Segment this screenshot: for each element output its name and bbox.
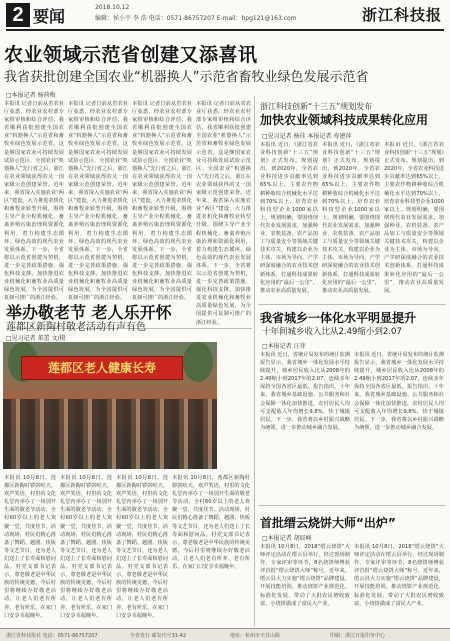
story5-body-col2: 本报讯 10月8日，2018“缙云烧饼”大师评定活动在缙云县举行，经过现场制作、专家评审等环节，8名烧饼师傅获评首批“缙云烧饼大师”称号。近年来，缙云县大力实施“缙云烧饼”品牌建设，开展技能培训，推动烧饼产业规范化、标准化发展，带动了大批农民增收致富，小烧饼做成了富民大产业。: [354, 544, 444, 607]
lead-headline: 农业领域示范省创建又添喜讯: [4, 44, 258, 66]
story4-body-col2: 本报讯 近日，省统计局发布的统计监测报告显示，我省城乡一体化发展水平持续提升，城乡居民收入比从2008年的2.49缩小到2017年的2.07，连续多年保持全国各省区最低。报告指出，十年来，我省城乡基础设施、公共服务和社会保障一体化加快推进，农村居民人均可支配收入年均增长9.8%，快于城镇居民。下一步，我省将以乡村振兴战略为统领，进一步推动城乡融合发展。: [354, 352, 444, 431]
lead-body-col4: 本报讯 记者日前从省农业厅获悉，经农业农村部专家组审核和综合评估，我省顺利获批创建全国农业“机器换人”示范省和畜牧业绿色发展示范省。这是继国家农业可持续发展试验示范区、全国农业“机器换人”先行省之后，浙江在农业领域获得的又一国家级示范创建荣誉。近年来，我省深入实施农业“两区”建设，大力推进农机化和畜牧业转型升级，围绕主导产业全程机械化、畜禽养殖污染治理和资源化利用，着力构建生态循环、绿色高效的现代农业发展体系。下一步，全省将以示范省创建为契机，进一步完善政策措施、强化科技支撑，加快推进农业机械化和畜牧业高质量绿色发展，为全国提供可复制可推广的浙江经验。: [196, 101, 251, 325]
section-title: 要闻: [33, 7, 66, 26]
footer-item: 全省发行 邮发代号31-42: [130, 633, 187, 639]
issue-date: 2018.10.12: [95, 4, 130, 11]
story3-photo: [3, 342, 217, 469]
footer-item: 印刷：浙江日报印务中心: [330, 633, 386, 639]
column-divider: [254, 96, 255, 626]
story3-byline: □见习记者 董蕾 文/摄: [6, 335, 66, 342]
lead-body-col3: 本报讯 记者日前从省农业厅获悉，经农业农村部专家组审核和综合评估，我省顺利获批创建全国农业“机器换人”示范省和畜牧业绿色发展示范省。这是继国家农业可持续发展试验示范区、全国农业“机器换人”先行省之后，浙江在农业领域获得的又一国家级示范创建荣誉。近年来，我省深入实施农业“两区”建设，大力推进农机化和畜牧业转型升级，围绕主导产业全程机械化、畜禽养殖污染治理和资源化利用，着力构建生态循环、绿色高效的现代农业发展体系。下一步，全省将以示范省创建为契机，进一步完善政策措施、强化科技支撑，加快推进农业机械化和畜牧业高质量绿色发展，为全国提供可复制可推广的浙江经验。: [132, 101, 192, 302]
editors: 编辑：侯小平 李 浩: [95, 15, 147, 22]
section-divider: [258, 505, 446, 506]
lead-byline: □本报记者 杨荷梅: [6, 92, 56, 99]
phone: 电话：0571-86757207: [148, 15, 215, 22]
lead-body-col2: 本报讯 记者日前从省农业厅获悉，经农业农村部专家组审核和综合评估，我省顺利获批创建全国农业“机器换人”示范省和畜牧业绿色发展示范省。这是继国家农业可持续发展试验示范区、全国农业“机器换人”先行省之后，浙江在农业领域获得的又一国家级示范创建荣誉。近年来，我省深入实施农业“两区”建设，大力推进农机化和畜牧业转型升级，围绕主导产业全程机械化、畜禽养殖污染治理和资源化利用，着力构建生态循环、绿色高效的现代农业发展体系。下一步，全省将以示范省创建为契机，进一步完善政策措施、强化科技支撑，加快推进农业机械化和畜牧业高质量绿色发展，为全国提供可复制可推广的浙江经验。: [68, 101, 128, 302]
page-number: 2: [6, 3, 30, 27]
story3-headline: 举办敬老节 老人乐开怀: [6, 303, 172, 322]
masthead-rule: [6, 29, 444, 31]
story5-headline: 首批缙云烧饼大师“出炉”: [260, 516, 396, 530]
story5-body-col1: 本报讯 10月8日，2018“缙云烧饼”大师评定活动在缙云县举行，经过现场制作、专家评审等环节，8名烧饼师傅获评首批“缙云烧饼大师”称号。近年来，缙云县大力实施“缙云烧饼”品牌建设，开展技能培训，推动烧饼产业规范化、标准化发展，带动了大批农民增收致富，小烧饼做成了富民大产业。: [260, 544, 350, 607]
story3-body-col2: 本报讯 10月8日，莲都区新陶村锣鼓喧天、欢声笑语，村里的文化礼堂内举办了一场别开生面的敬老节活动，全村60岁以上的老人欢聚一堂，共度佳节。活动现场，村民们精心准备了舞蹈、越剧、快板等文艺节目，还为老人们送上了长寿面和慰问品。村党支部书记表示，尊老敬老是中华民族的传统美德，今后村里将继续办好敬老活动，让老人们老有所养、老有所乐，在家门口安享幸福晚年。: [60, 475, 112, 619]
story2-byline: □见习记者 杨佳 本报记者 寿建萍: [262, 133, 352, 140]
section-divider: [258, 304, 446, 305]
story3-body-col1: 本报讯 10月8日，莲都区新陶村锣鼓喧天、欢声笑语，村里的文化礼堂内举办了一场别开生面的敬老节活动，全村60岁以上的老人欢聚一堂，共度佳节。活动现场，村民们精心准备了舞蹈、越剧、快板等文艺节目，还为老人们送上了长寿面和慰问品。村党支部书记表示，尊老敬老是中华民族的传统美德，今后村里将继续办好敬老活动，让老人们老有所养、老有所乐，在家门口安享幸福晚年。: [4, 475, 56, 619]
story2-kicker: 浙江科技创新“十三五”规划发布: [260, 102, 373, 111]
photo-crowd: [3, 399, 217, 469]
story2-headline: 加快农业领域科技成果转化应用: [260, 113, 429, 127]
story5-byline: □本报记者 胡辰峰: [262, 535, 312, 542]
story4-headline: 我省城乡一体化水平明显提升: [260, 311, 417, 325]
story3-body-col4: 本报讯 10月8日，莲都区新陶村锣鼓喧天、欢声笑语，村里的文化礼堂内举办了一场别开生面的敬老节活动，全村60岁以上的老人欢聚一堂，共度佳节。活动现场，村民们精心准备了舞蹈、越剧、快板等文艺节目，还为老人们送上了长寿面和慰问品。村党支部书记表示，尊老敬老是中华民族的传统美德，今后村里将继续办好敬老活动，让老人们老有所养、老有所乐，在家门口安享幸福晚年。: [172, 475, 250, 571]
email: E-mail：hpg121@163.com: [216, 15, 297, 22]
lead-body-col1: 本报讯 记者日前从省农业厅获悉，经农业农村部专家组审核和综合评估，我省顺利获批创建全国农业“机器换人”示范省和畜牧业绿色发展示范省。这是继国家农业可持续发展试验示范区、全国农业“机器换人”先行省之后，浙江在农业领域获得的又一国家级示范创建荣誉。近年来，我省深入实施农业“两区”建设，大力推进农机化和畜牧业转型升级，围绕主导产业全程机械化、畜禽养殖污染治理和资源化利用，着力构建生态循环、绿色高效的现代农业发展体系。下一步，全省将以示范省创建为契机，进一步完善政策措施、强化科技支撑，加快推进农业机械化和畜牧业高质量绿色发展，为全国提供可复制可推广的浙江经验。: [4, 101, 64, 302]
story4-body-col1: 本报讯 近日，省统计局发布的统计监测报告显示，我省城乡一体化发展水平持续提升，城乡居民收入比从2008年的2.49缩小到2017年的2.07，连续多年保持全国各省区最低。报告指出，十年来，我省城乡基础设施、公共服务和社会保障一体化加快推进，农村居民人均可支配收入年均增长9.8%，快于城镇居民。下一步，我省将以乡村振兴战略为统领，进一步推动城乡融合发展。: [260, 352, 350, 431]
newspaper-logo: 浙江科技报: [361, 6, 442, 24]
photo-tree: [183, 342, 213, 382]
story2-body-col3: 本报讯 近日，《浙江省农业科技创新“十三五”规划》正式发布。规划提出，到2020年，全省农业科技进步贡献率达到65%以上，主要农作物耕种收综合机械化水平达到70%以上，培育农业科技型企业1000家以上。规划明确，要围绕现代农业发展需求，加强种业、农机装备、农产品加工与质量安全等领域关键技术攻关，构建以企业为主体、市场为导向、产学研深度融合的农业技术创新体系，打通科技成果转化应用的“最后一公里”，推动农业高质量发展。: [384, 142, 444, 294]
masthead-meta: [95, 13, 297, 22]
story3-subhead: 莲都区新陶村敬老活动有声有色: [6, 322, 146, 333]
story2-body-col2: 本报讯 近日，《浙江省农业科技创新“十三五”规划》正式发布。规划提出，到2020年，全省农业科技进步贡献率达到65%以上，主要农作物耕种收综合机械化水平达到70%以上，培育农业科技型企业1000家以上。规划明确，要围绕现代农业发展需求，加强种业、农机装备、农产品加工与质量安全等领域关键技术攻关，构建以企业为主体、市场为导向、产学研深度融合的农业技术创新体系，打通科技成果转化应用的“最后一公里”，推动农业高质量发展。: [322, 142, 380, 294]
story2-body-col1: 本报讯 近日，《浙江省农业科技创新“十三五”规划》正式发布。规划提出，到2020年，全省农业科技进步贡献率达到65%以上，主要农作物耕种收综合机械化水平达到70%以上，培育农业科技型企业1000家以上。规划明确，要围绕现代农业发展需求，加强种业、农机装备、农产品加工与质量安全等领域关键技术攻关，构建以企业为主体、市场为导向、产学研深度融合的农业技术创新体系，打通科技成果转化应用的“最后一公里”，推动农业高质量发展。: [260, 142, 318, 294]
page-footer: [0, 628, 450, 641]
story4-byline: □本报记者 汪菲: [262, 343, 306, 350]
footer-item: 地址：杭州市天目山路: [230, 633, 281, 639]
footer-item: 浙江省科技报社 电话：0571-86757207: [6, 633, 98, 639]
story3-body-col3: 本报讯 10月8日，莲都区新陶村锣鼓喧天、欢声笑语，村里的文化礼堂内举办了一场别开生面的敬老节活动，全村60岁以上的老人欢聚一堂，共度佳节。活动现场，村民们精心准备了舞蹈、越剧、快板等文艺节目，还为老人们送上了长寿面和慰问品。村党支部书记表示，尊老敬老是中华民族的传统美德，今后村里将继续办好敬老活动，让老人们老有所养、老有所乐，在家门口安享幸福晚年。: [116, 475, 168, 619]
story4-subhead: 十年间城乡收入比从2.49缩小到2.07: [262, 327, 402, 337]
photo-banner: 莲都区老人健康长寿: [21, 356, 183, 380]
lead-subhead: 我省获批创建全国农业“机器换人”示范省畜牧业绿色发展示范省: [4, 70, 369, 85]
